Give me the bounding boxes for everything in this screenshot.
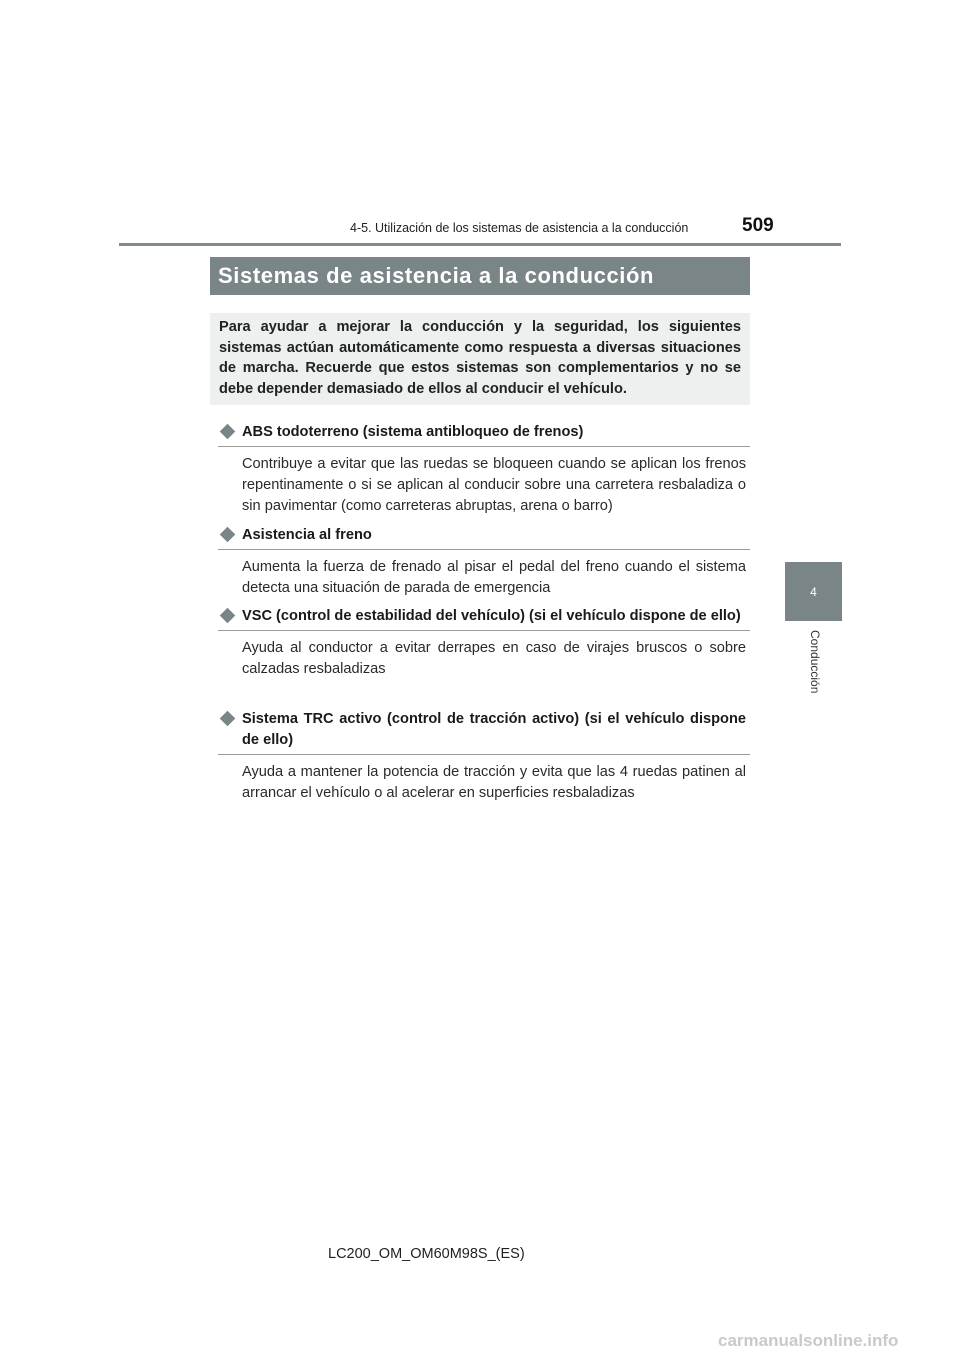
section-title: ABS todoterreno (sistema antibloqueo de frenos) [242,424,584,440]
watermark: carmanualsonline.info [718,1331,899,1350]
diamond-bullet-icon [220,424,236,440]
intro-box [210,313,750,405]
chapter-label: Conducción [808,630,822,694]
page-title: Sistemas de asistencia a la conducción [218,263,655,288]
section-title: Asistencia al freno [242,527,372,543]
footer-code: LC200_OM_OM60M98S_(ES) [328,1246,525,1262]
diamond-bullet-icon [220,527,236,543]
section-brake-assist [218,525,750,599]
diamond-bullet-icon [220,608,236,624]
page-number: 509 [742,215,774,236]
header-rule [119,243,841,246]
title-bar [210,257,750,295]
chapter-tab-number: 4 [810,584,817,599]
section-heading [218,422,750,447]
section-title: VSC (control de estabilidad del vehículo) (si el vehículo dispone de ello) [242,608,741,624]
section-body: Ayuda al conductor a evitar derrapes en caso de virajes bruscos o sobre calzadas resbaladizas [242,640,746,677]
header-section-title: 4-5. Utilización de los sistemas de asistencia a la conducción [350,221,689,235]
section-body: Ayuda a mantener la potencia de tracción y evita que las 4 ruedas patinen al arrancar el vehículo o al acelerar en superficies resbaladizas [242,764,746,801]
section-body: Aumenta la fuerza de frenado al pisar el pedal del freno cuando el sistema detecta una situación de parada de emergencia [242,559,746,596]
intro-text: Para ayudar a mejorar la conducción y la seguridad, los siguientes sistemas actúan automáticamente como respuesta a diversas situaciones de marcha. Recuerde que estos sistemas son complementarios y no se debe depender demasiado de ellos al conducir el vehículo. [219,319,741,397]
section-heading [218,606,750,631]
section-trc [218,709,750,804]
section-vsc [218,606,750,680]
section-heading [218,709,750,755]
section-body: Contribuye a evitar que las ruedas se bloqueen cuando se aplican los frenos repentinamente o si se aplican al conducir sobre una carretera resbaladiza o sin pavimentar (como carreteras abruptas, arena o barro) [242,456,746,514]
section-abs [218,422,750,517]
chapter-tab[interactable] [785,562,842,621]
diamond-bullet-icon [220,711,236,727]
section-heading [218,525,750,550]
section-title: Sistema TRC activo (control de tracción activo) (si el vehículo dispone de ello) [242,711,746,748]
